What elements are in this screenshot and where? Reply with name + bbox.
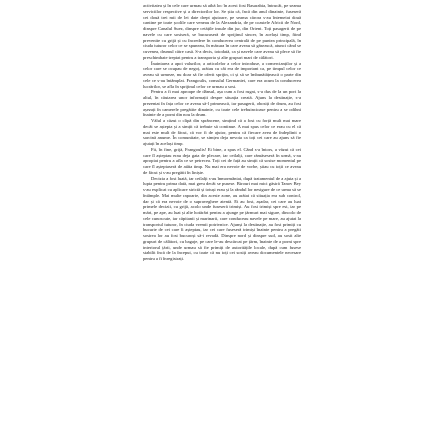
paragraph: Înaintarea a apoi valurilor, a articolelor a celor introduse, a comercianților și a celor care se ocupau de negoț, arătau cu cât era de important ca, pe timpul celor ce aveau să urmeze, nu doar să fie oferit sprijin, ci și să se îmbunătățească o parte din cele ce s-au întâmplat. Frangoulis, consulul Germaniei, care era acum la conducerea lucrărilor, se afla în sprijinul celor ce urmau a sosi.: [143, 60, 301, 89]
paragraph: Vălul a căzut o clipă din sprâncene, simțind că a fost cu forță mult mai mare decât se aștepta și a simțit că trebuie să continue. A mai spus celor ce erau cu el că mai este mult de făcut, că vor fi de ajutor, pentru că fiecare avea de îndeplinit o sarcină anume. În comunitate, se simțea deja nevoia ca toți cei care au ajuns să fie ajutați în același timp.: [143, 118, 301, 146]
paragraph: Fii, în fine, grijă, Frangoulis! Ei bine, a spus el. Când s-a întors, a văzut că cei care îl așteptau erau deja gata de plecare, iar ceilalți, care rămăseseră în urmă, s-au apropiat pentru a afla ce se petrecea. Toți cei de față au simțit că sosise momentul pe care îl așteptaseră de atâta timp. Nu mai era nevoie de vorbe, știau cu toții ce aveau de făcut și s-au pregătit în liniște.: [143, 146, 301, 175]
paragraph: Pentru a fi mai aproape de dânsul, așa cum a fost rugat, s-a dus de la un port la altul, în căutarea unor informații despre situația creată. Ajuns la destinație, s-a prezentat în fața celor ce aveau să-l primească, iar pasagerii, obosiți de drum, au fost așezați în camerele pregătite dinainte, cu toate cele trebuincioase pentru a se odihni înainte de a porni din nou la drum.: [143, 89, 301, 118]
paragraph: activitatea și în cele care urmau să aibă loc în acest fost Basarabia, întrucât, pe seama serviciilor respective și a directorilor lor. Se știa că, încă din anul dinainte, fuseseră cei două trei mii de lei date drept ajutoare, pe seama cărora s-au întemeiat două cantine pe toate școlile care veneau de la Alexandria, de pe coastele Africii de Nord, dinspre Canalul Suez, dinspre cetățile insule din jur, din Orient. Toți pasagerii de pe navele cu care sosiseră, se bucuraseră de sprijinul sincer, în același timp, fiind prevenite cu grijă și cu încredere în conducerea centrală de pe puntea principală, în ciuda tuturor celor ce se spuneau, în măsura în care aveau să găsească, atunci când se cuvenea, drumul către casă. S-a decis, totodată, ca și navele care aveau să plece să fie preschimbate treptat pentru a transporta și alte grupuri mari de călători.: [143, 3, 301, 60]
paragraph: Decizia a fost luată, iar ceilalți s-au înmormântat, după tratamentul de a ajuta și a lupta pentru prima dată, mai greu decât se pusese. Birouri mai mici găsiră Tanov Bey s-au explicat cu aplicare strictă și totuși erau și la rândul lor nesigure de ce urma să se întâmple. Mai multe rapoarte, din aceste zone, au arătat că situația era sub control, dar și că era nevoie de o supraveghere atentă. Ei au fost, așadar, cei care au luat primele decizii, cu grijă, acolo unde fuseseră trimiși. Au fost trimiși spre est, iar pe mări, pe ape, au luat și alte hotărâri pentru a ajunge pe țărmuri mai sigure, dincolo de cele cunoscute, iar căpitanii și marinarii, care conduceau navele pe mare, au ajutat la transportul tuturor, în ciuda vremii potrivnice. Ajunși la destinație, au fost primiți cu bucurie de cei care îi așteptau, iar cei care fuseseră trimiși înainte pentru a pregăti sosirea lor au fost bucuroși să-i revadă. Dinspre nord și dinspre sud, au sosit alte grupuri de călători, cu bagaje, pe care le-au descărcat pe țărm, înainte de a porni spre interiorul țării, unde urmau să fie primiți de autoritățile locale, după cum fusese stabilit încă de la început, cu toate că nu toți cei sosiți aveau documentele necesare pentru a fi înregistrați.: [143, 175, 301, 261]
body-text: [143, 3, 301, 262]
